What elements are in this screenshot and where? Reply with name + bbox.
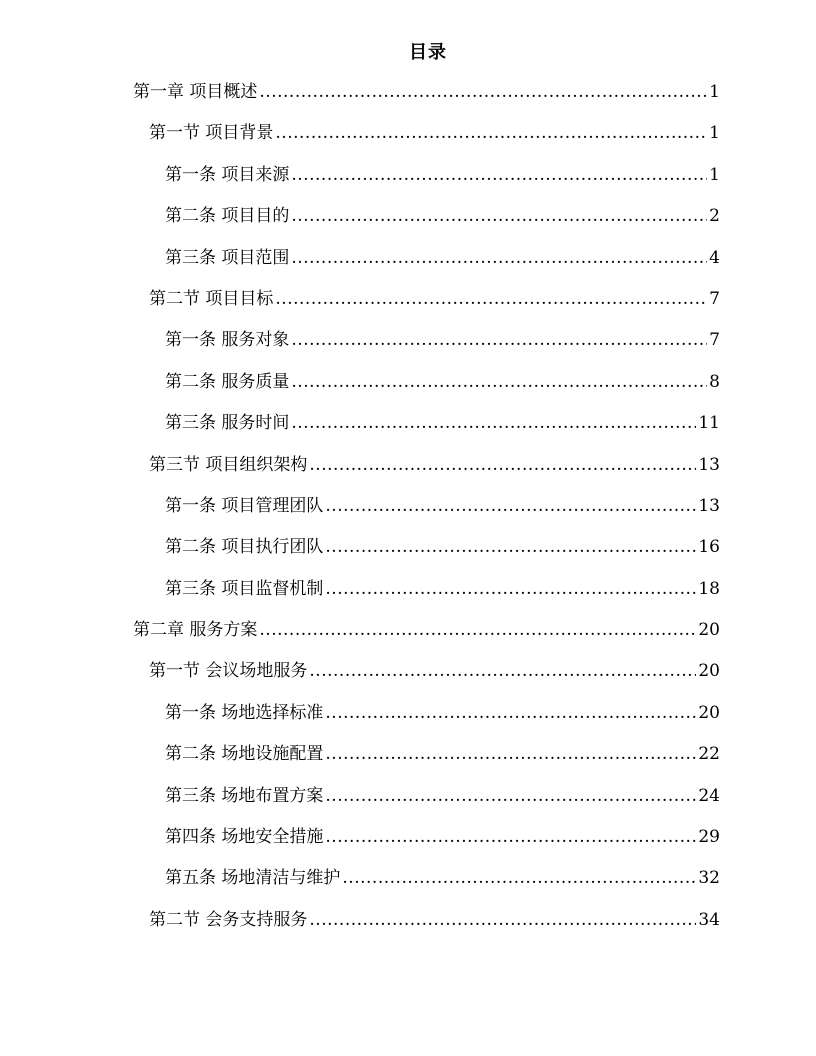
toc-dot-leader [259,610,696,651]
toc-entry-text: 第三节 项目组织架构 [149,454,308,475]
toc-entry[interactable] [0,734,720,775]
toc-dot-leader [275,279,707,320]
toc-entry-text: 第三条 场地布置方案 [165,785,324,806]
toc-entry-text: 第二条 项目执行团队 [165,537,324,558]
toc-page-number: 20 [698,702,720,723]
toc-dot-leader [259,72,707,113]
toc-entry[interactable] [0,320,720,361]
toc-page-number: 29 [698,827,720,848]
toc-entry-text: 第一章 项目概述 [133,82,258,102]
toc-entry[interactable] [0,238,720,279]
toc-entry[interactable] [0,155,720,196]
toc-entry[interactable] [0,900,720,941]
toc-entry-text: 第三条 项目范围 [165,247,290,268]
toc-dot-leader [291,403,696,444]
toc-dot-leader [342,858,696,899]
toc-dot-leader [309,651,696,692]
toc-entry-text: 第三条 服务时间 [165,413,290,434]
toc-dot-leader [309,445,696,486]
toc-page-number: 4 [709,247,720,268]
toc-page-number: 2 [709,206,720,227]
toc-entry[interactable] [0,693,720,734]
toc-dot-leader [291,238,707,279]
toc-entry[interactable] [0,362,720,403]
toc-page-number: 18 [698,578,720,599]
toc-dot-leader [309,900,696,941]
toc-dot-leader [325,734,696,775]
toc-page-number: 1 [709,123,720,144]
toc-entry[interactable] [0,776,720,817]
toc-page-number: 20 [698,661,720,682]
toc-page-number: 20 [698,620,720,641]
toc-entry-text: 第一条 服务对象 [165,330,290,351]
toc-page-number: 34 [698,909,720,930]
toc-dot-leader [325,486,696,527]
toc-page-number: 13 [698,495,720,516]
toc-dot-leader [325,693,696,734]
toc-dot-leader [291,320,707,361]
toc-entry-text: 第二条 服务质量 [165,371,290,392]
toc-entry[interactable] [0,610,720,651]
toc-entry[interactable] [0,486,720,527]
toc-dot-leader [325,776,696,817]
toc-dot-leader [325,569,696,610]
toc-dot-leader [291,196,707,237]
toc-entry[interactable] [0,196,720,237]
toc-page-number: 8 [709,371,720,392]
toc-entry[interactable] [0,569,720,610]
toc-entry[interactable] [0,403,720,444]
toc-entry-text: 第三条 项目监督机制 [165,578,324,599]
toc-dot-leader [291,155,707,196]
toc-page-number: 7 [709,330,720,351]
toc-entry[interactable] [0,445,720,486]
toc-page-number: 7 [709,288,720,309]
toc-entry-text: 第一节 会议场地服务 [149,661,308,682]
toc-entry[interactable] [0,817,720,858]
toc-page-number: 1 [709,164,720,185]
toc-entry-text: 第二章 服务方案 [133,620,258,641]
toc-entry-text: 第一条 场地选择标准 [165,702,324,723]
toc-entry[interactable] [0,527,720,568]
toc-entry[interactable] [0,113,720,154]
toc-entry-text: 第一条 项目来源 [165,164,290,185]
toc-dot-leader [291,362,707,403]
toc-entry-text: 第二条 场地设施配置 [165,744,324,765]
toc-entry-text: 第一节 项目背景 [149,123,274,144]
toc-title: 目录 [409,42,447,63]
toc-entry[interactable] [0,651,720,692]
toc-page-number: 11 [698,413,720,434]
toc-entry[interactable] [0,72,720,113]
toc-page-number: 22 [698,744,720,765]
toc-page-number: 32 [698,868,720,889]
toc-dot-leader [325,817,696,858]
toc-page-number: 16 [698,537,720,558]
toc-entry[interactable] [0,858,720,899]
toc-entry-text: 第二条 项目目的 [165,206,290,227]
toc-entry-text: 第五条 场地清洁与维护 [165,868,341,889]
toc-entry-text: 第二节 项目目标 [149,288,274,309]
toc-entry-text: 第一条 项目管理团队 [165,495,324,516]
toc-entry[interactable] [0,279,720,320]
toc-page-number: 24 [698,785,720,806]
toc-entry-text: 第四条 场地安全措施 [165,827,324,848]
toc-dot-leader [275,113,707,154]
toc-dot-leader [325,527,696,568]
toc-page-number: 1 [709,82,720,102]
toc-list [0,72,816,941]
toc-entry-text: 第二节 会务支持服务 [149,909,308,930]
toc-page-number: 13 [698,454,720,475]
